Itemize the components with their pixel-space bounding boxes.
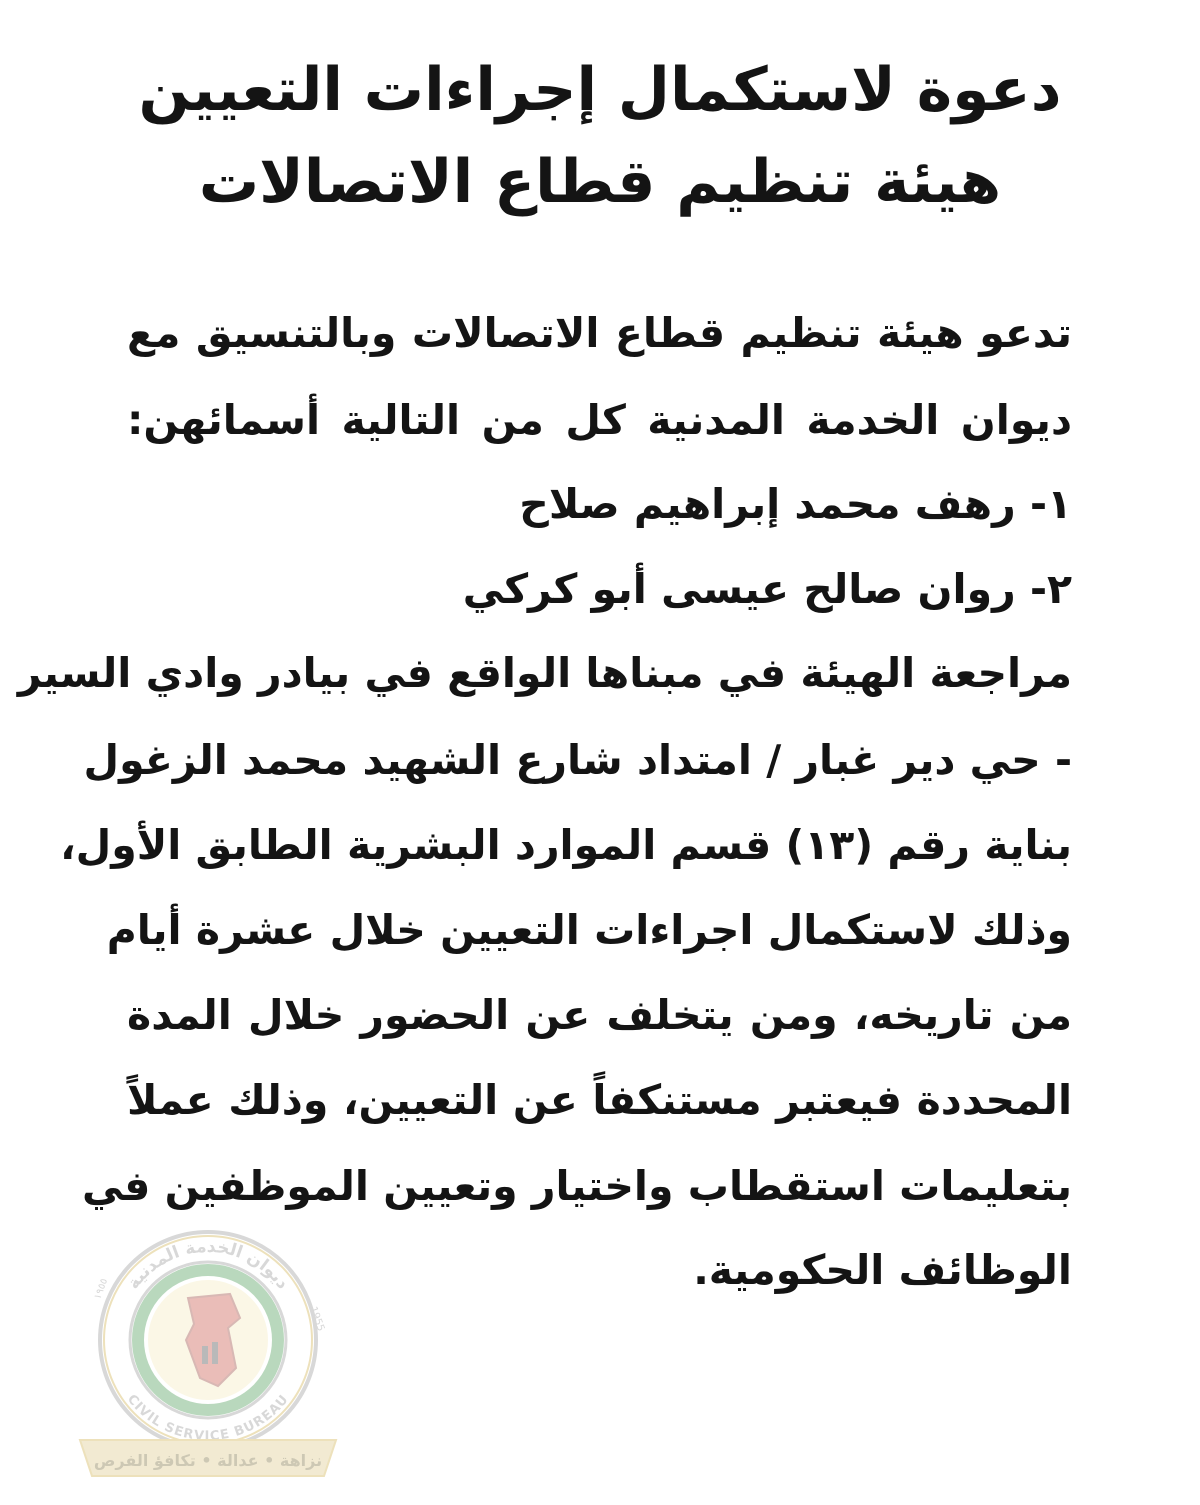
civil-service-bureau-seal [68, 1228, 348, 1480]
seal-year-arabic: ١٩٥٥ [92, 1277, 111, 1302]
seal-year: 1955 [307, 1305, 327, 1333]
seal-arabic-text: ديوان الخدمة المدنية [123, 1236, 293, 1294]
body-line-10: المحددة فيعتبر مستنكفاً عن التعيين، وذلك عملاً [127, 1076, 1072, 1124]
body-line-5: مراجعة الهيئة في مبناها الواقع في بيادر وادي السير [17, 649, 1072, 697]
announcement-title: دعوة لاستكمال إجراءات التعيين [138, 55, 1062, 125]
organization-name: هيئة تنظيم قطاع الاتصالات [198, 147, 1002, 217]
candidate-2: ٢- روان صالح عيسى أبو كركي [462, 565, 1072, 613]
body-line-6: - حي دير غبار / امتداد شارع الشهيد محمد الزغول [83, 736, 1072, 784]
body-line-2: ديوان الخدمة المدنية كل من التالية أسمائهن: [127, 396, 1072, 444]
body-line-1: تدعو هيئة تنظيم قطاع الاتصالات وبالتنسيق مع [127, 309, 1072, 357]
body-line-12: الوظائف الحكومية. [693, 1246, 1072, 1294]
body-line-11: بتعليمات استقطاب واختيار وتعيين الموظفين في [81, 1162, 1072, 1210]
candidate-1: ١- رهف محمد إبراهيم صلاح [519, 480, 1072, 528]
body-line-7: بناية رقم (١٣) قسم الموارد البشرية الطابق الأول، [60, 821, 1072, 869]
body-line-8: وذلك لاستكمال اجراءات التعيين خلال عشرة أيام [106, 906, 1072, 954]
body-line-9: من تاريخه، ومن يتخلف عن الحضور خلال المدة [127, 991, 1072, 1039]
seal-motto: نزاهة • عدالة • تكافؤ الفرص [93, 1451, 323, 1470]
seal-english-text: CIVIL SERVICE BUREAU [123, 1391, 293, 1445]
